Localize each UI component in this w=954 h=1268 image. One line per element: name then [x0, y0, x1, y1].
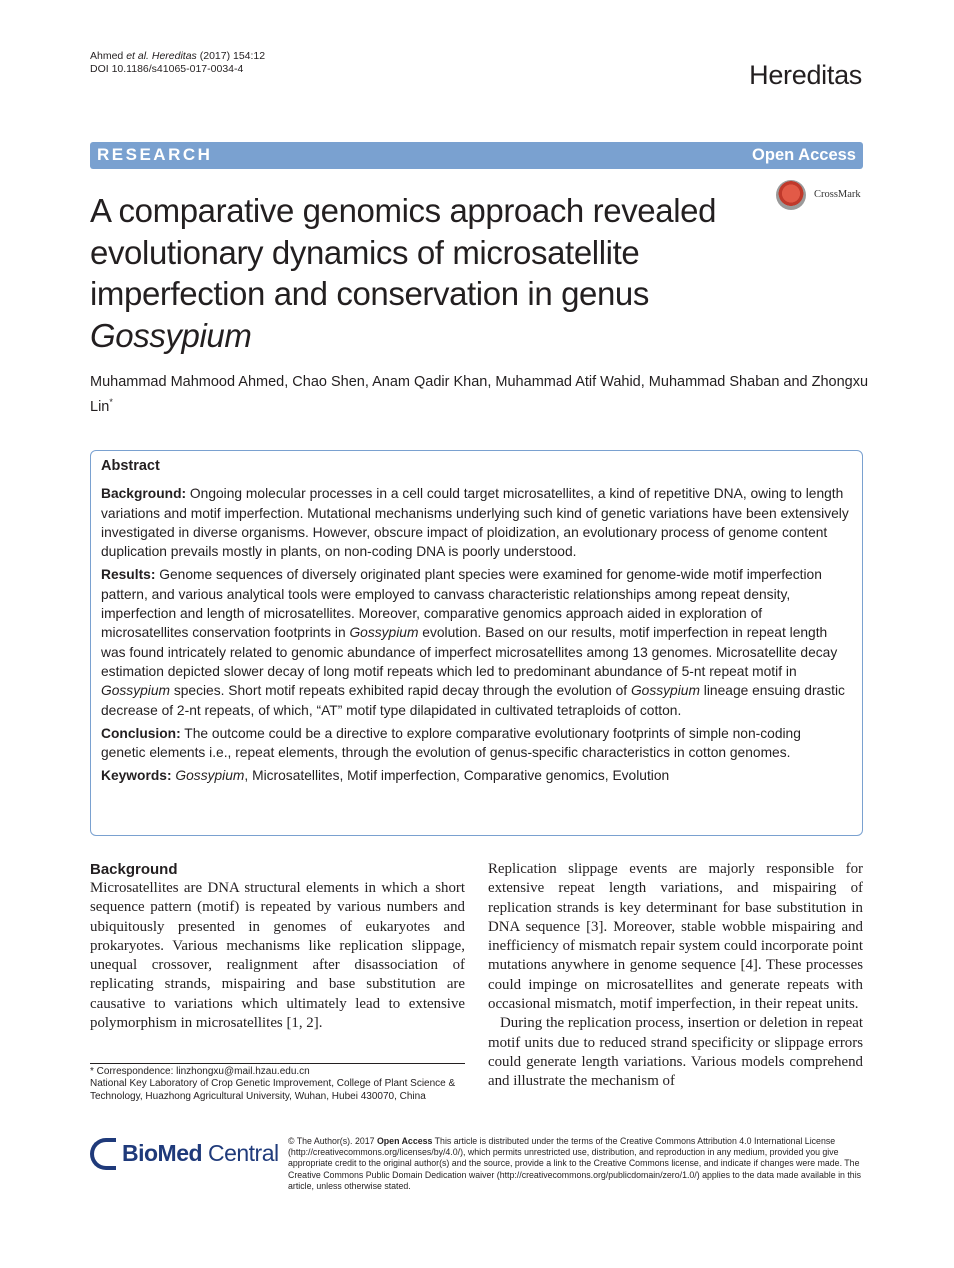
open-access-label: Open Access — [752, 146, 856, 164]
journal-name: Hereditas — [749, 60, 862, 90]
author-list: Muhammad Mahmood Ahmed, Chao Shen, Anam Qadir Khan, Muhammad Atif Wahid, Muhammad Shaban and Zhongxu Lin* — [90, 374, 869, 415]
footnote-divider — [90, 1063, 465, 1064]
abstract-heading: Abstract — [101, 458, 160, 474]
crossmark-label: CrossMark — [814, 189, 861, 200]
bmc-bracket-icon — [90, 1138, 116, 1170]
affiliation: National Key Laboratory of Crop Genetic Improvement, College of Plant Science & Technology, Huazhong Agricultural University, Wuhan, Hubei 430070, China — [90, 1078, 456, 1102]
abstract-results: Results: Genome sequences of diversely originated plant species were examined for genome-wide motif imperfection pattern, and various analytical tools were employed to canvass characteristic relationships among repeat density, imperfection and length of microsatellites. Moreover, comparative genomics approach aided in exploration of microsatellites conservation footprints in Gossypium evolution. Based on our results, motif imperfection in repeat length was found intricately related to genomic abundance of imperfect microsatellites among 13 genomes. Microsatellite decay estimation depicted slower decay of long motif repeats which led to predominant abundance of 5-nt repeat motif in Gossypium species. Short motif repeats exhibited rapid decay through the evolution of Gossypium lineage ensuing drastic decrease of 2-nt repeats, of which, “AT” motif type dilapidated in cultivated tetraploids of cotton. — [101, 567, 845, 718]
abstract-keywords: Keywords: Gossypium, Microsatellites, Motif imperfection, Comparative genomics, Evolution — [101, 768, 670, 784]
body-paragraph: Replication slippage events are majorly responsible for extensive repeat length variations, and mispairing of replication strands is key determinant for base substitution in DNA sequence [3]. Moreover, stable wobble mispairing and inefficiency of mismatch repair system could incorporate point mutations anywhere in genome sequence [4]. These processes could impinge on microsatellites and generate repeats with occasional mismatch, motif imperfection, in their repeat units. — [488, 861, 863, 1013]
doi[interactable]: DOI 10.1186/s41065-017-0034-4 — [90, 63, 244, 75]
correspondence-email[interactable]: * Correspondence: linzhongxu@mail.hzau.edu.cn — [90, 1066, 310, 1077]
crossmark-badge[interactable] — [776, 180, 876, 214]
abstract-conclusion: Conclusion: The outcome could be a directive to explore comparative evolutionary footprints of simple non-coding genetic elements i.e., repeat elements, through the evolution of genus-specific characteristics in cotton genomes. — [101, 725, 801, 761]
license-statement: © The Author(s). 2017 Open Access This article is distributed under the terms of the Creative Commons Attribution 4.0 International License (http://creativecommons.org/licenses/by/4.0/), which permits unrestricted use, distribution, and reproduction in any medium, provided you give appropriate credit to the original author(s) and the source, provide a link to the Creative Commons license, and indicate if changes were made. The Creative Commons Public Domain Dedication waiver (http://creativecommons.org/publicdomain/zero/1.0/) applies to the data made available in this article, unless otherwise stated. — [288, 1136, 862, 1191]
abstract-background: Background: Ongoing molecular processes in a cell could target microsatellites, a kind of repetitive DNA, owing to length variations and motif imperfection. Mutational mechanisms underlying such kind of genetic variations have been extensively investigated in diverse organisms. However, obscure impact of ploidization, an evolutionary process of genome content duplication prevails mostly in plants, on non-coding DNA is poorly understood. — [101, 486, 849, 560]
footnote — [90, 1066, 465, 1103]
section-heading-background: Background — [90, 861, 178, 878]
corresponding-author-mark: * — [109, 397, 113, 407]
citation-header — [90, 50, 265, 76]
article-type-banner — [90, 142, 863, 169]
crossmark-icon — [776, 180, 806, 210]
title-main: A comparative genomics approach revealed evolutionary dynamics of microsatellite imperfection and conservation in genus — [90, 192, 717, 312]
body-paragraph: During the replication process, insertion or deletion in repeat motif units due to reduced strand specificity or slippage errors could generate length variations. Various models comprehend and illustrate the mechanism of — [488, 1015, 863, 1090]
title-genus: Gossypium — [90, 316, 252, 354]
body-paragraph: Microsatellites are DNA structural elements in which a short sequence pattern (motif) is repeated by various numbers and ubiquitously presented in genomes of eukaryotes and prokaryotes. Various mechanisms like replication slippage, unequal crossover, realignment after disassociation of replicating strands, mispairing and base substitution are causative to variations which ultimately lead to extensive polymorphism in microsatellites [1, 2]. — [90, 880, 465, 1032]
body-column-right — [488, 860, 863, 1092]
article-type-label: RESEARCH — [97, 145, 213, 164]
article-title — [90, 190, 780, 356]
body-column-left — [90, 860, 465, 1033]
abstract-box — [90, 450, 863, 836]
biomed-central-logo: BioMed Central — [90, 1138, 280, 1174]
citation-line-1: Ahmed et al. Hereditas (2017) 154:12 — [90, 50, 266, 62]
